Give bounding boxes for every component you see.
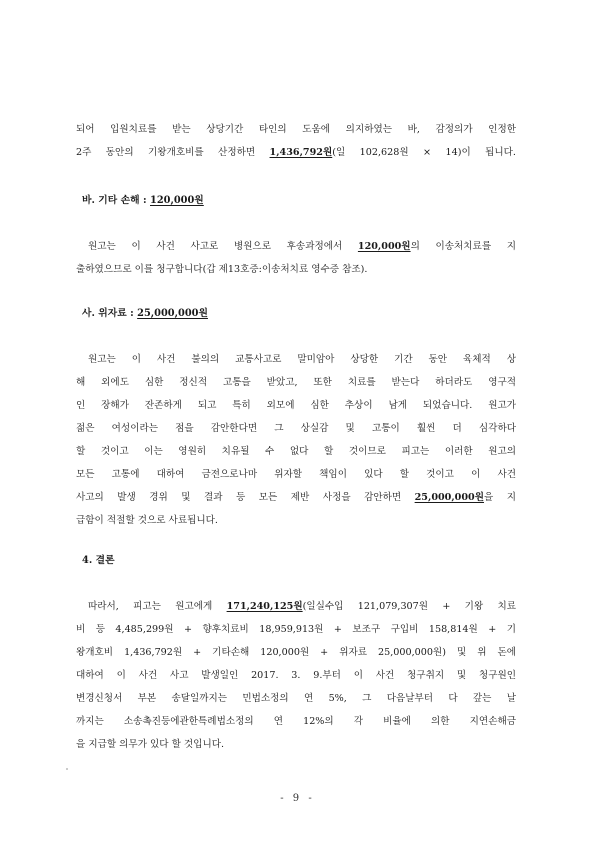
text-segment: 원고는 이 사건 사고로 병원으로 후송과정에서 bbox=[88, 241, 358, 252]
text-line bbox=[76, 235, 516, 258]
heading-label: 바. 기타 손해 : bbox=[82, 195, 150, 206]
section-heading-other-damages bbox=[82, 192, 204, 206]
amount-consolation: 25,000,000원 bbox=[414, 492, 484, 503]
text-line: 출하였으므로 이를 청구합니다(갑 제13호증:이송처치료 영수증 참조). bbox=[76, 264, 368, 275]
text-line: 되어 입원치료를 받는 상당기간 타인의 도움에 의지하였는 바, 감정의가 인정한 bbox=[76, 124, 516, 135]
text-segment: 2주 동안의 기왕개호비를 산정하면 bbox=[76, 147, 270, 158]
text-segment: 의 이송처치료를 지 bbox=[410, 241, 516, 252]
page-number: - 9 - bbox=[280, 793, 315, 804]
text-line: 급함이 적절할 것으로 사료됩니다. bbox=[76, 515, 218, 526]
scan-speck bbox=[66, 768, 68, 770]
text-line: 모든 고통에 대하여 금전으로나마 위자할 책임이 있다 할 것이고 이 사건 bbox=[76, 469, 516, 480]
section-heading-consolation bbox=[82, 305, 208, 319]
text-line bbox=[76, 595, 516, 618]
paragraph-other-damages bbox=[76, 235, 516, 281]
paragraph-conclusion bbox=[76, 595, 516, 756]
text-line bbox=[76, 486, 516, 509]
text-segment: 따라서, 피고는 원고에게 bbox=[88, 601, 227, 612]
text-line: 변경신청서 부본 송달일까지는 민법소정의 연 5%, 그 다음날부터 다 갚는 날 bbox=[76, 693, 516, 704]
amount-nursing-cost: 1,436,792원 bbox=[269, 147, 333, 158]
amount-transport-cost: 120,000원 bbox=[357, 241, 411, 252]
heading-amount: 120,000원 bbox=[150, 195, 204, 206]
text-line: 대하여 이 사건 사고 발생일인 2017. 3. 9.부터 이 사건 청구취지 및 청구원인 bbox=[76, 670, 516, 681]
amount-total: 171,240,125원 bbox=[226, 601, 303, 612]
text-line: 을 지급할 의무가 있다 할 것입니다. bbox=[76, 739, 225, 750]
heading-label: 사. 위자료 : bbox=[82, 308, 138, 319]
text-segment: 을 지 bbox=[483, 492, 516, 503]
section-heading-conclusion: 4. 결론 bbox=[82, 555, 115, 566]
text-line: 할 것이고 이는 영원히 치유될 수 없다 할 것이므로 피고는 이러한 원고의 bbox=[76, 446, 516, 457]
text-line: 비 등 4,485,299원 + 향후치료비 18,959,913원 + 보조구 구입비 158,814원 + 기 bbox=[76, 624, 516, 635]
text-line: 원고는 이 사건 불의의 교통사고로 말미암아 상당한 기간 동안 육체적 상 bbox=[88, 354, 516, 365]
text-line: 해 외에도 심한 정신적 고통을 받았고, 또한 치료를 받는다 하더라도 영구적 bbox=[76, 377, 516, 388]
text-line: 까지는 소송촉진등에관한특례법소정의 연 12%의 각 비율에 의한 지연손해금 bbox=[76, 716, 516, 727]
text-line: 왕개호비 1,436,792원 + 기타손해 120,000원 + 위자료 25,000,000원) 및 위 돈에 bbox=[76, 647, 516, 658]
text-segment: (일실수입 121,079,307원 + 기왕 치료 bbox=[302, 601, 516, 612]
text-line: 젊은 여성이라는 점을 감안한다면 그 상실감 및 고통이 훨씬 더 심각하다 bbox=[76, 423, 516, 434]
text-line: 인 장해가 잔존하게 되고 특히 외모에 심한 추상이 남게 되었습니다. 원고가 bbox=[76, 400, 516, 411]
paragraph-consolation bbox=[76, 348, 516, 532]
text-segment: 사고의 발생 경위 및 결과 등 모든 제반 사정을 감안하면 bbox=[76, 492, 415, 503]
heading-amount: 25,000,000원 bbox=[137, 308, 208, 319]
text-segment: (일 102,628원 × 14)이 됩니다. bbox=[332, 147, 516, 158]
paragraph-nursing-cost bbox=[76, 118, 516, 164]
text-line bbox=[76, 141, 516, 164]
